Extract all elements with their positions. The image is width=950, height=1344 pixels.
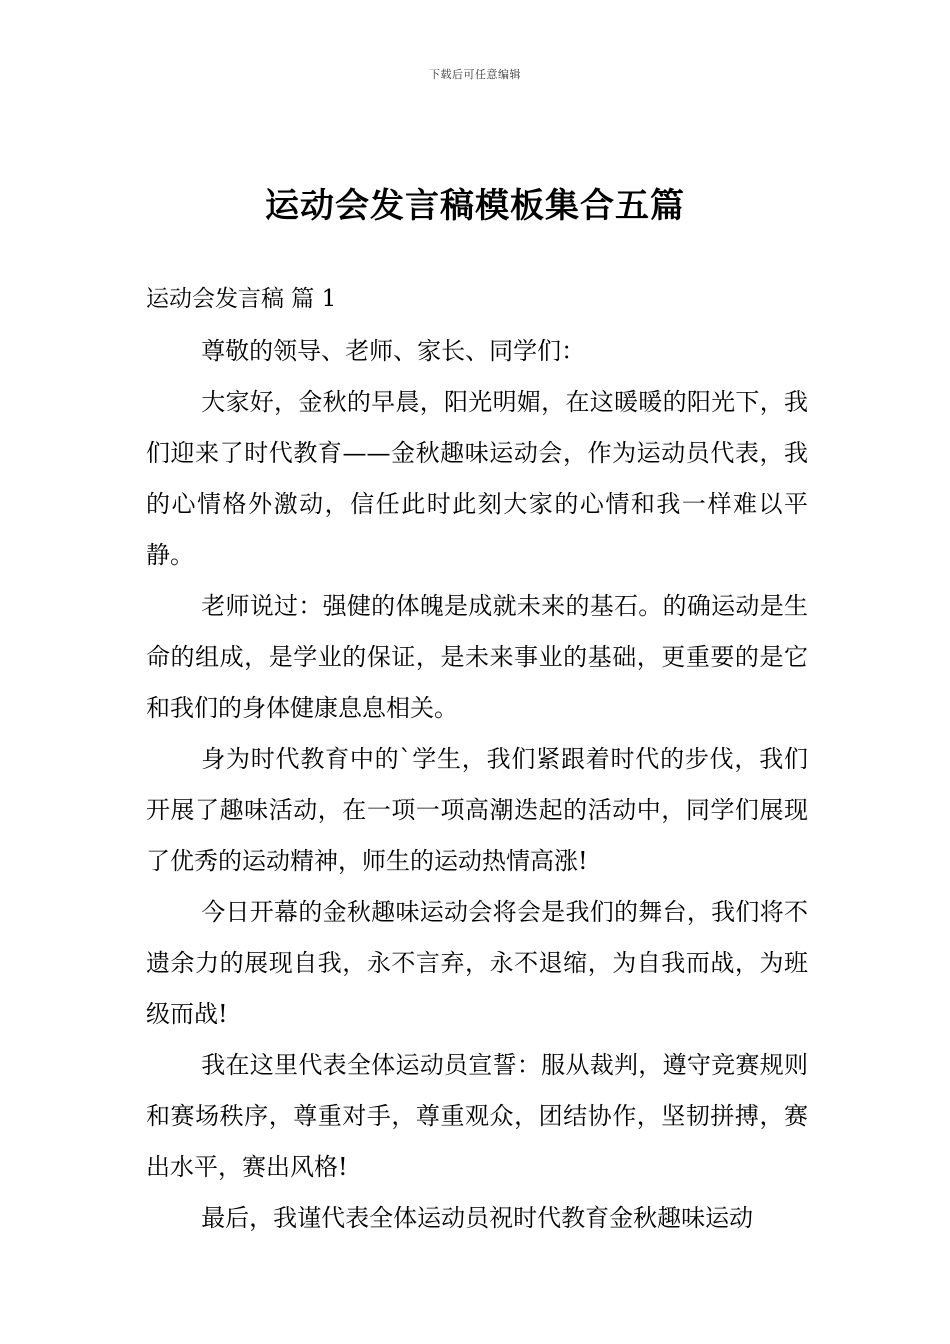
paragraph: 身为时代教育中的`学生，我们紧跟着时代的步伐，我们开展了趣味活动，在一项一项高潮迭起的活动中，同学们展现了优秀的运动精神，师生的运动热情高涨!	[146, 745, 808, 875]
document-body	[146, 326, 808, 1244]
paragraph: 最后，我谨代表全体运动员祝时代教育金秋趣味运动	[201, 1204, 754, 1232]
paragraph: 老师说过：强健的体魄是成就未来的基石。的确运动是生命的组成，是学业的保证，是未来事业的基础，更重要的是它和我们的身体健康息息相关。	[146, 592, 808, 722]
header-note: 下载后可任意编辑	[429, 68, 521, 81]
section-heading: 运动会发言稿 篇 1	[146, 286, 337, 312]
paragraph: 我在这里代表全体运动员宣誓：服从裁判，遵守竞赛规则和赛场秩序，尊重对手，尊重观众，团结协作，坚韧拼搏，赛出水平，赛出风格!	[146, 1051, 808, 1181]
paragraph-salutation: 尊敬的领导、老师、家长、同学们：	[201, 337, 586, 365]
paragraph: 今日开幕的金秋趣味运动会将会是我们的舞台，我们将不遗余力的展现自我，永不言弃，永不退缩，为自我而战，为班级而战!	[146, 898, 808, 1028]
paragraph: 大家好，金秋的早晨，阳光明媚，在这暖暖的阳光下，我们迎来了时代教育——金秋趣味运动会，作为运动员代表，我的心情格外激动，信任此时此刻大家的心情和我一样难以平静。	[146, 388, 808, 569]
document-title: 运动会发言稿模板集合五篇	[265, 186, 685, 226]
